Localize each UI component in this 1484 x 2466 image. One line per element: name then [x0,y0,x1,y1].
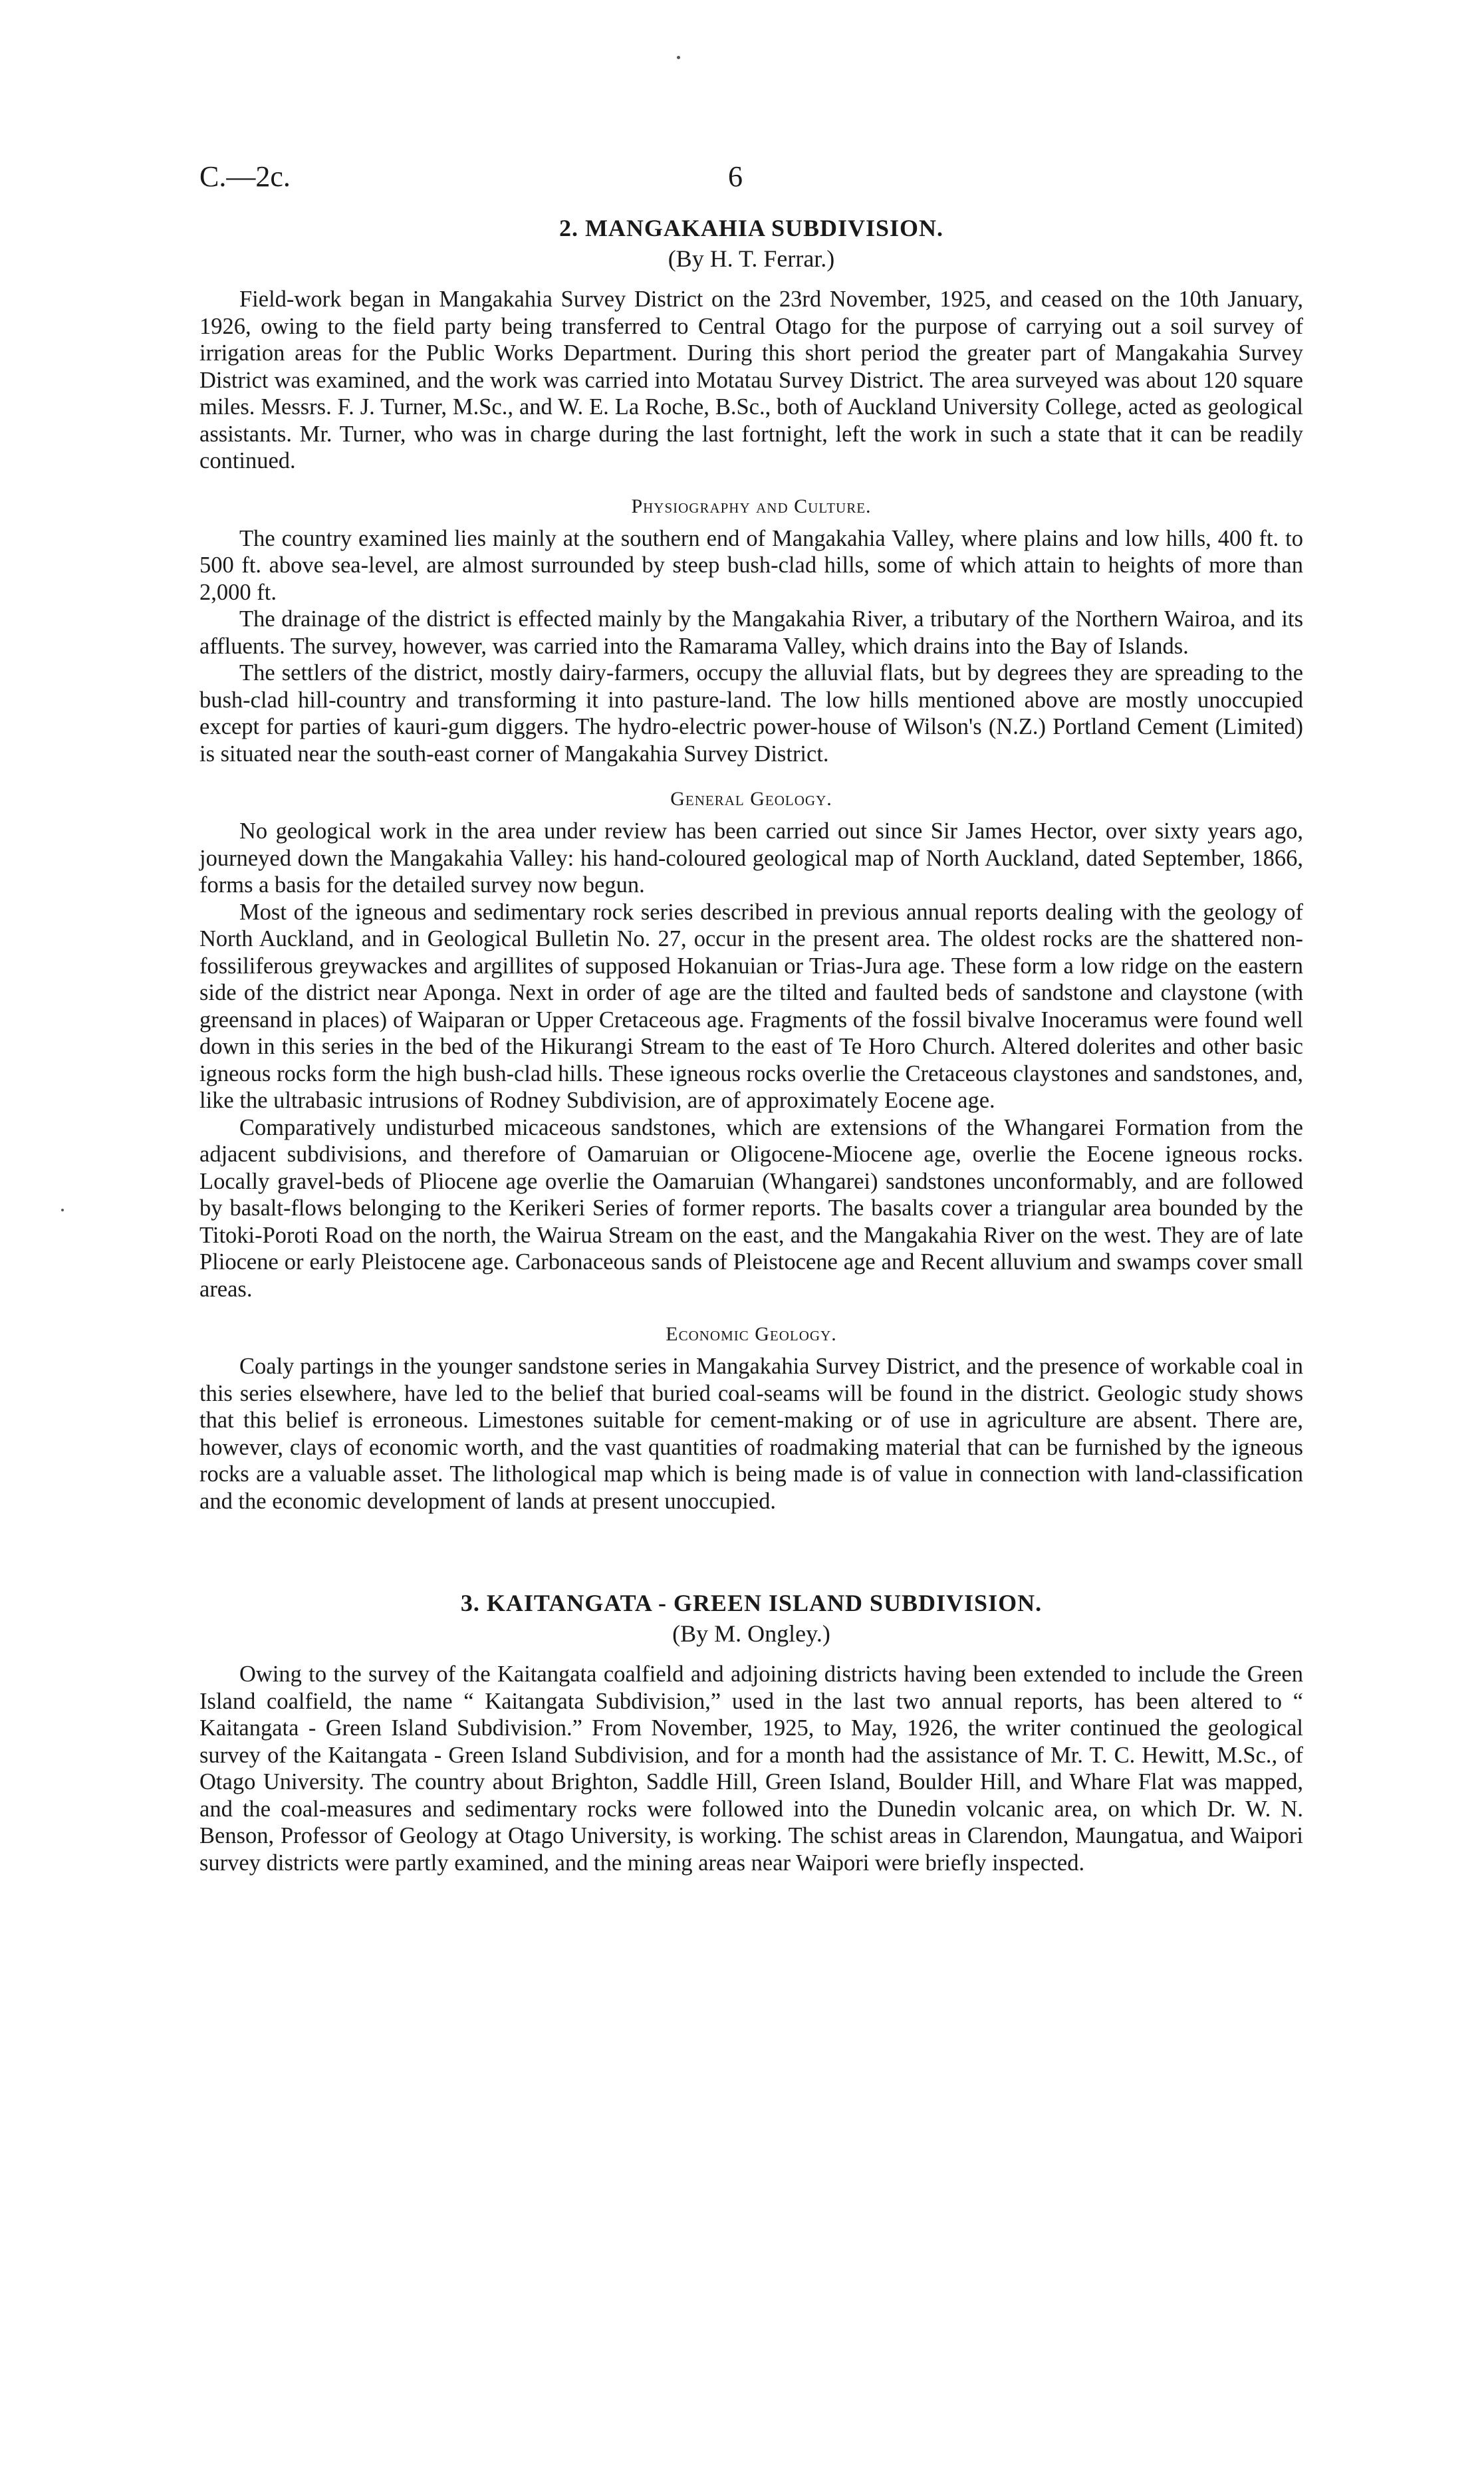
document-page [199,160,1303,1876]
section-mangakahia [199,213,1303,1515]
scan-speck [677,56,680,59]
subsection-economic-geology [199,1321,1303,1515]
subsection-heading: Economic Geology. [666,1323,837,1345]
paragraph: Field-work began in Mangakahia Survey District on the 23rd November, 1925, and ceased on the 10th January, 1926, owing to the field party being transferred to Central Otago for the purpose of carrying out a soil survey of irrigation areas for the Public Works Department. During this short period the greater part of Mangakahia Survey District was examined, and the work was carried into Motatau Survey District. The area surveyed was about 120 square miles. Messrs. F. J. Turner, M.Sc., and W. E. La Roche, B.Sc., both of Auckland University College, acted as geological assistants. Mr. Turner, who was in charge during the last fortnight, left the work in such a state that it can be readily continued. [199,287,1303,473]
paragraph: Comparatively undisturbed micaceous sandstones, which are extensions of the Whangarei Formation from the adjacent subdivisions, and therefore of Oamaruian or Oligocene-Miocene age, overlie the Eocene igneous rocks. Locally gravel-beds of Pliocene age overlie the Oamaruian (Whangarei) sandstones unconformably, and are followed by basalt-flows belonging to the Kerikeri Series of former reports. The basalts cover a triangular area bounded by the Titoki-Poroti Road on the north, the Wairua Stream on the east, and the Mangakahia River on the west. They are of late Pliocene or early Pleistocene age. Carbonaceous sands of Pleistocene age and Recent alluvium and swamps cover small areas. [199,1114,1303,1302]
paragraph: Most of the igneous and sedimentary rock series described in previous annual reports dealing with the geology of North Auckland, and in Geological Bulletin No. 27, occur in the present area. The oldest rocks are the shattered non-fossiliferous greywackes and argillites of supposed Hokanuian or Trias-Jura age. These form a low ridge on the eastern side of the district near Aponga. Next in order of age are the tilted and faulted beds of sandstone and claystone (with greensand in places) of Waiparan or Upper Cretaceous age. Fragments of the fossil bivalve Inoceramus were found well down in this series in the bed of the Hikurangi Stream to the east of Te Horo Church. Altered dolerites and other basic igneous rocks form the high bush-clad hills. These igneous rocks overlie the Cretaceous claystones and sandstones, and, like the ultrabasic intrusions of Rodney Subdivision, are of approximately Eocene age. [199,899,1303,1113]
paragraph: The settlers of the district, mostly dairy-farmers, occupy the alluvial flats, but by degrees they are spreading to the bush-clad hill-country and transforming it into pasture-land. The low hills mentioned above are mostly unoccupied except for parties of kauri-gum diggers. The hydro-electric power-house of Wilson's (N.Z.) Portland Cement (Limited) is situated near the south-east corner of Mangakahia Survey District. [199,660,1303,767]
paragraph: No geological work in the area under review has been carried out since Sir James Hector, over sixty years ago, journeyed down the Mangakahia Valley: his hand-coloured geological map of North Auckland, dated September, 1866, forms a basis for the detailed survey now begun. [199,818,1303,898]
section-title: 3. KAITANGATA - GREEN ISLAND SUBDIVISION. [460,1590,1043,1616]
section-spacer [199,1515,1303,1588]
page-number: 6 [728,160,743,193]
subsection-heading: General Geology. [670,788,832,810]
document-reference: C.—2c. [199,160,291,193]
subsection-heading: Physiography and Culture. [631,495,872,517]
running-head [199,160,1303,213]
subsection-physiography [199,493,1303,768]
paragraph: The drainage of the district is effected mainly by the Mangakahia River, a tributary of the Northern Wairoa, and its affluents. The survey, however, was carried into the Ramarama Valley, which drains into the Bay of Islands. [199,606,1303,659]
paragraph: Coaly partings in the younger sandstone series in Mangakahia Survey District, and the presence of workable coal in this series elsewhere, have led to the belief that buried coal-seams will be found in the district. Geologic study shows that this belief is erroneous. Limestones suitable for cement-making or of use in agriculture are absent. There are, however, clays of economic worth, and the vast quantities of roadmaking material that can be furnished by the igneous rocks are a valuable asset. The lithological map which is being made is of value in connection with land-classification and the economic development of lands at present unoccupied. [199,1354,1303,1514]
section-kaitangata-green-island [199,1588,1303,1876]
section-byline: (By M. Ongley.) [672,1620,830,1647]
paragraph: Owing to the survey of the Kaitangata coalfield and adjoining districts having been extended to include the Green Island coalfield, the name “ Kaitangata Subdivision,” used in the last two annual reports, has been altered to “ Kaitangata - Green Island Subdivision.” From November, 1925, to May, 1926, the writer continued the geological survey of the Kaitangata - Green Island Subdivision, and for a month had the assistance of Mr. T. C. Hewitt, M.Sc., of Otago University. The country about Brighton, Saddle Hill, Green Island, Boulder Hill, and Whare Flat was mapped, and the coal-measures and sedimentary rocks were followed into the Dunedin volcanic area, on which Dr. W. N. Benson, Professor of Geology at Otago University, is working. The schist areas in Clarendon, Maungatua, and Waipori survey districts were partly examined, and the mining areas near Waipori were briefly inspected. [199,1662,1303,1876]
section-byline: (By H. T. Ferrar.) [668,245,835,272]
scan-speck [61,1209,64,1211]
section-title: 2. MANGAKAHIA SUBDIVISION. [558,215,944,241]
paragraph: The country examined lies mainly at the southern end of Mangakahia Valley, where plains and low hills, 400 ft. to 500 ft. above sea-level, are almost surrounded by steep bush-clad hills, some of which attain to heights of more than 2,000 ft. [199,525,1303,605]
subsection-general-geology [199,786,1303,1302]
